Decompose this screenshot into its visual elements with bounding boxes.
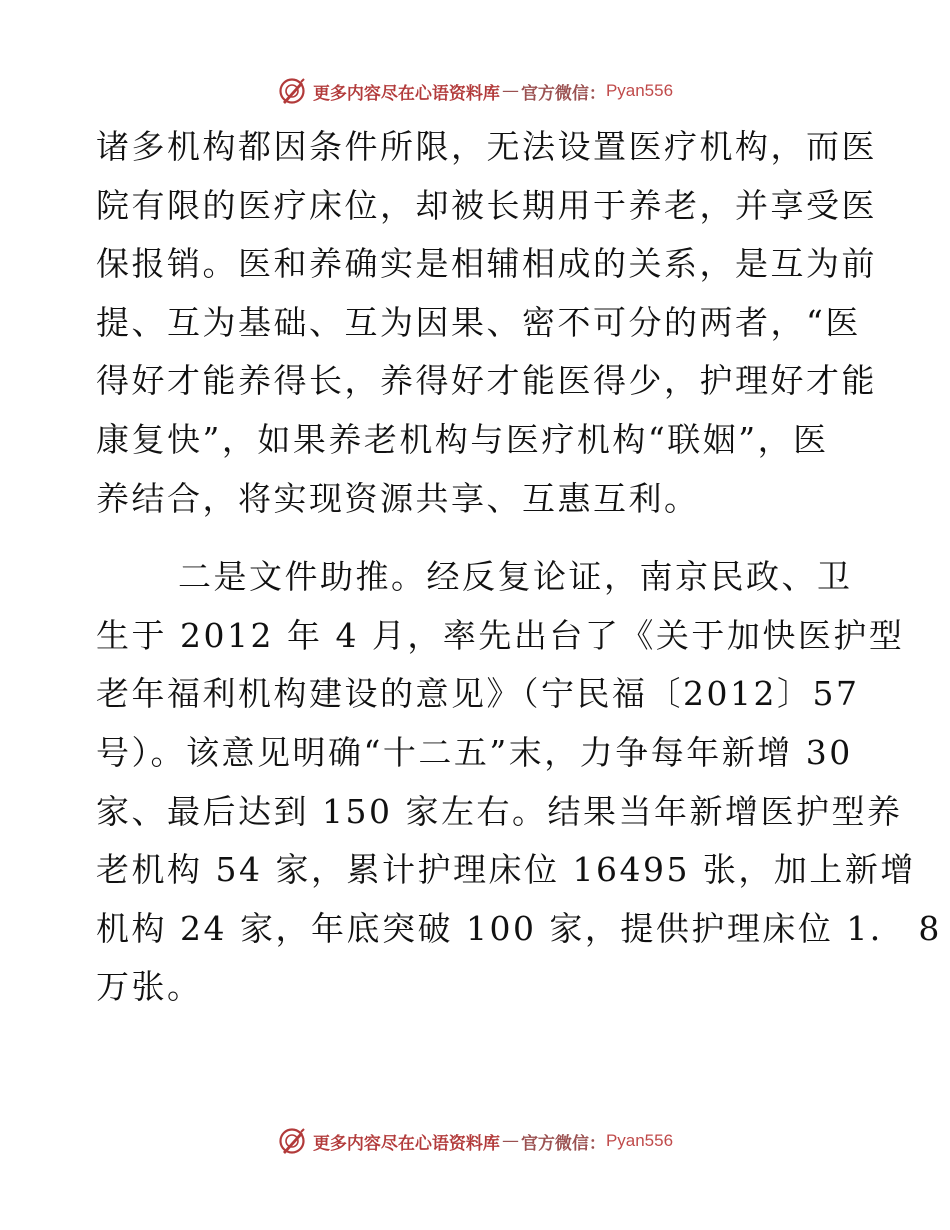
pen-logo-icon [277,1126,307,1156]
header-separator: — [501,81,519,101]
text-line: 诸多机构都因条件所限，无法设置医疗机构，而医 [96,127,877,166]
document-body [96,118,942,1017]
text-line: 二是文件助推。经反复论证，南京民政、卫 [178,557,853,597]
header-wechat-label: 官方微信： [520,83,606,104]
text-line: 老年福利机构建设的意见》（宁民福〔2012〕57 [96,674,860,714]
text-line: 万张。 [96,967,203,1007]
text-line: 康复快”，如果养老机构与医疗机构“联姻”，医 [96,419,829,459]
text-line: 得好才能养得长，养得好才能医得少，护理好才能 [96,361,877,401]
text-line: 提、互为基础、互为因果、密不可分的两者，“医 [96,302,861,342]
header-wechat-id: Pyan556 [605,81,674,100]
header-banner [0,71,950,111]
footer-wechat-label: 官方微信： [520,1133,606,1154]
text-line: 机构 24 家，年底突破 100 家，提供护理床位 1． 8 [96,908,942,948]
footer-main-text: 更多内容尽在心语资料库 [312,1133,500,1154]
text-line: 老机构 54 家，累计护理床位 16495 张，加上新增 [96,850,916,890]
footer-separator: — [501,1131,519,1151]
text-line: 保报销。医和养确实是相辅相成的关系，是互为前 [96,244,877,284]
paragraph-1 [96,118,877,528]
paragraph-gap [96,528,856,548]
text-line: 生于 2012 年 4 月，率先出台了《关于加快医护型 [96,615,905,655]
footer-wechat-id: Pyan556 [605,1131,674,1150]
pen-logo-icon [277,76,307,106]
text-line: 养结合，将实现资源共享、互惠互利。 [96,478,700,518]
paragraph-2 [96,548,942,1017]
text-line: 院有限的医疗床位，却被长期用于养老，并享受医 [96,185,877,225]
text-line: 号）。该意见明确“十二五”末，力争每年新增 30 [96,732,853,772]
footer-banner [0,1121,950,1161]
text-line: 家、最后达到 150 家左右。结果当年新增医护型养 [96,791,903,831]
header-main-text: 更多内容尽在心语资料库 [312,83,500,104]
